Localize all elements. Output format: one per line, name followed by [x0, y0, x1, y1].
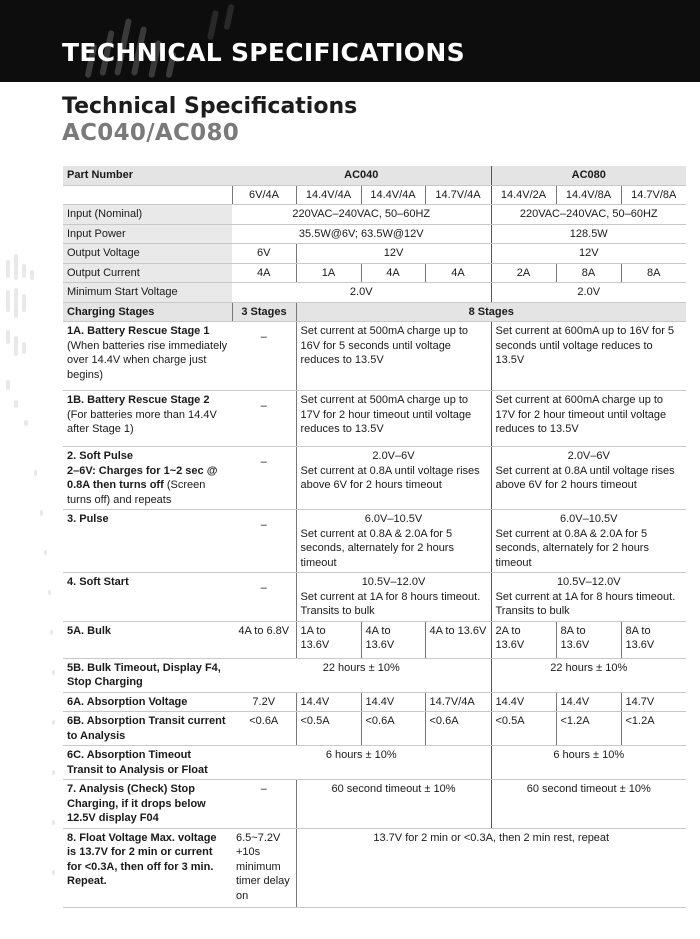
- ac040-value: [296, 510, 491, 573]
- soft-pulse-ac080-text: Set current at 0.8A until voltage rises above 6V for 2 hours timeout: [495, 464, 675, 491]
- ac040-value: 60 second timeout ± 10%: [296, 780, 491, 829]
- value-cell: 8A: [621, 263, 686, 283]
- dash-cell: –: [232, 447, 296, 510]
- value-cell: 14.7V/4A: [425, 692, 491, 712]
- dash-cell: –: [232, 391, 296, 447]
- soft-pulse-note: (Screen turns off) and repeats: [67, 479, 206, 506]
- row-label: 3. Pulse: [63, 510, 232, 573]
- 6v-value: 6V: [232, 244, 296, 264]
- ac040-value: [296, 573, 491, 622]
- ac040-value: 22 hours ± 10%: [232, 658, 491, 692]
- table-header-row: [63, 166, 686, 185]
- rescue-stage2-title: 1B. Battery Rescue Stage 2: [67, 394, 210, 406]
- ac040-value: 6 hours ± 10%: [232, 746, 491, 780]
- value-cell: 4A: [425, 263, 491, 283]
- value-cell: <1.2A: [621, 712, 686, 746]
- value-cell: 4A to 13.6V: [361, 621, 425, 658]
- value-cell: 2A: [491, 263, 556, 283]
- model-cell: 14.4V/4A: [361, 185, 425, 205]
- output-current-row: [63, 263, 686, 283]
- model-cell: 14.7V/4A: [425, 185, 491, 205]
- soft-pulse-desc: 2–6V: Charges for 1~2 sec @ 0.8A then turns off: [67, 464, 218, 491]
- row-label: Minimum Start Voltage: [63, 283, 232, 303]
- model-cell: 6V/4A: [232, 185, 296, 205]
- input-nominal-row: [63, 205, 686, 225]
- model-cell: 14.4V/4A: [296, 185, 361, 205]
- ac040-value: Set current at 500mA charge up to 17V for 2 hour timeout until voltage reduces to 13.5V: [296, 391, 491, 447]
- pulse-ac080-text: Set current at 0.8A & 2.0A for 5 seconds, alternately for 2 hours timeout: [495, 527, 649, 569]
- rescue-stage1-note: (When batteries rise immediately over 14.4V when charge just begins): [67, 339, 228, 381]
- row-label: Output Current: [63, 263, 232, 283]
- row-label: [63, 322, 232, 391]
- dash-cell: –: [232, 573, 296, 622]
- row-label: Output Voltage: [63, 244, 232, 264]
- pulse-range: 6.0V–10.5V: [364, 513, 423, 525]
- row-label: 4. Soft Start: [63, 573, 232, 622]
- ac080-value: [491, 573, 686, 622]
- value-cell: 14.4V: [556, 692, 621, 712]
- soft-pulse-ac040-text: Set current at 0.8A until voltage rises above 6V for 2 hours timeout: [300, 464, 480, 491]
- model-cell: 14.4V/2A: [491, 185, 556, 205]
- ac080-header: AC080: [491, 166, 686, 185]
- value-cell: 8A to 13.6V: [556, 621, 621, 658]
- value-cell: <0.5A: [491, 712, 556, 746]
- row-label: Input Power: [63, 224, 232, 244]
- part-number-header: Part Number: [63, 166, 232, 185]
- value-cell: 14.7V: [621, 692, 686, 712]
- ac040-value: 12V: [296, 244, 491, 264]
- value-cell: 4A to 13.6V: [425, 621, 491, 658]
- rescue-stage2-row: [63, 391, 686, 447]
- charging-stages-row: [63, 302, 686, 322]
- soft-start-ac080-text: Set current at 1A for 8 hours timeout. Transits to bulk: [495, 590, 676, 617]
- page-heading: Technical Specifications: [62, 94, 358, 119]
- ac080-value: Set current at 600mA up to 16V for 5 seconds until voltage reduces to 13.5V: [491, 322, 686, 391]
- value-cell: 14.4V: [296, 692, 361, 712]
- value-cell: 4A: [232, 263, 296, 283]
- row-label: [63, 391, 232, 447]
- soft-pulse-row: [63, 447, 686, 510]
- soft-pulse-range: 2.0V–6V: [372, 450, 415, 462]
- soft-start-ac040-text: Set current at 1A for 8 hours timeout. Transits to bulk: [300, 590, 481, 617]
- absorption-voltage-row: [63, 692, 686, 712]
- soft-start-range: 10.5V–12.0V: [556, 576, 621, 588]
- ac040-value: 2.0V: [232, 283, 491, 303]
- rescue-stage2-note: (For batteries more than 14.4V after Stage 1): [67, 408, 217, 435]
- row-label: [63, 447, 232, 510]
- ac080-value: 220VAC–240VAC, 50–60HZ: [491, 205, 686, 225]
- section-banner: [0, 0, 700, 82]
- float-voltage-row: [63, 828, 686, 907]
- bulk-row: [63, 621, 686, 658]
- model-cell: 14.4V/8A: [556, 185, 621, 205]
- value-cell: 4A to 6.8V: [232, 621, 296, 658]
- ac080-value: Set current at 600mA charge up to 17V for 2 hour timeout until voltage reduces to 13.5V: [491, 391, 686, 447]
- ac080-value: [491, 510, 686, 573]
- rescue-stage1-title: 1A. Battery Rescue Stage 1: [67, 325, 210, 337]
- value-cell: 2A to 13.6V: [491, 621, 556, 658]
- row-label: Input (Nominal): [63, 205, 232, 225]
- soft-pulse-title: 2. Soft Pulse: [67, 450, 134, 462]
- float-value: 13.7V for 2 min or <0.3A, then 2 min rest, repeat: [296, 828, 686, 907]
- soft-pulse-range: 2.0V–6V: [567, 450, 610, 462]
- eight-stages: 8 Stages: [296, 302, 686, 322]
- soft-start-row: [63, 573, 686, 622]
- value-cell: 8A to 13.6V: [621, 621, 686, 658]
- min-start-voltage-row: [63, 283, 686, 303]
- input-power-row: [63, 224, 686, 244]
- banner-title: TECHNICAL SPECIFICATIONS: [62, 38, 465, 67]
- ac040-value: Set current at 500mA charge up to 16V for 5 seconds until voltage reduces to 13.5V: [296, 322, 491, 391]
- row-label: 6B. Absorption Transit current to Analysis: [63, 712, 232, 746]
- value-cell: 14.4V: [491, 692, 556, 712]
- value-cell: 8A: [556, 263, 621, 283]
- ac080-value: 6 hours ± 10%: [491, 746, 686, 780]
- row-label: Charging Stages: [63, 302, 232, 322]
- pulse-range: 6.0V–10.5V: [560, 513, 618, 525]
- model-row-label: [63, 185, 232, 205]
- ac040-value: 220VAC–240VAC, 50–60HZ: [232, 205, 491, 225]
- value-cell: <0.6A: [361, 712, 425, 746]
- row-label: 5A. Bulk: [63, 621, 232, 658]
- output-voltage-row: [63, 244, 686, 264]
- value-cell: 14.4V: [361, 692, 425, 712]
- rescue-stage1-row: [63, 322, 686, 391]
- bulk-timeout-row: [63, 658, 686, 692]
- ac080-value: 60 second timeout ± 10%: [491, 780, 686, 829]
- model-cell: 14.7V/8A: [621, 185, 686, 205]
- first-cell: 6.5~7.2V +10s minimum timer delay on: [232, 828, 296, 907]
- model-subheading: AC040/AC080: [62, 120, 240, 146]
- dash-cell: –: [232, 322, 296, 391]
- value-cell: 4A: [361, 263, 425, 283]
- dash-cell: –: [232, 780, 296, 829]
- value-cell: 7.2V: [232, 692, 296, 712]
- row-label: 7. Analysis (Check) Stop Charging, if it drops below 12.5V display F04: [63, 780, 232, 829]
- absorption-transit-row: [63, 712, 686, 746]
- soft-start-range: 10.5V–12.0V: [361, 576, 426, 588]
- ac080-value: [491, 447, 686, 510]
- value-cell: 1A: [296, 263, 361, 283]
- ac080-value: 12V: [491, 244, 686, 264]
- value-cell: <1.2A: [556, 712, 621, 746]
- spec-table: [63, 166, 686, 908]
- value-cell: 1A to 13.6V: [296, 621, 361, 658]
- decorative-fingerprint-pattern: [0, 250, 60, 939]
- ac040-header: AC040: [232, 166, 491, 185]
- dash-cell: –: [232, 510, 296, 573]
- row-label: 6A. Absorption Voltage: [63, 692, 232, 712]
- value-cell: <0.6A: [232, 712, 296, 746]
- row-label: 8. Float Voltage Max. voltage is 13.7V for 2 min or current for <0.3A, then off for 3 min. Repeat.: [63, 828, 232, 907]
- pulse-ac040-text: Set current at 0.8A & 2.0A for 5 seconds, alternately for 2 hours timeout: [300, 527, 454, 569]
- row-label: 6C. Absorption Timeout Transit to Analysis or Float: [63, 746, 232, 780]
- analysis-row: [63, 780, 686, 829]
- value-cell: <0.5A: [296, 712, 361, 746]
- ac040-value: 35.5W@6V; 63.5W@12V: [232, 224, 491, 244]
- ac080-value: 2.0V: [491, 283, 686, 303]
- row-label: 5B. Bulk Timeout, Display F4, Stop Charging: [63, 658, 232, 692]
- three-stages: 3 Stages: [232, 302, 296, 322]
- value-cell: <0.6A: [425, 712, 491, 746]
- absorption-timeout-row: [63, 746, 686, 780]
- ac080-value: 22 hours ± 10%: [491, 658, 686, 692]
- pulse-row: [63, 510, 686, 573]
- ac080-value: 128.5W: [491, 224, 686, 244]
- ac040-value: [296, 447, 491, 510]
- model-row: [63, 185, 686, 205]
